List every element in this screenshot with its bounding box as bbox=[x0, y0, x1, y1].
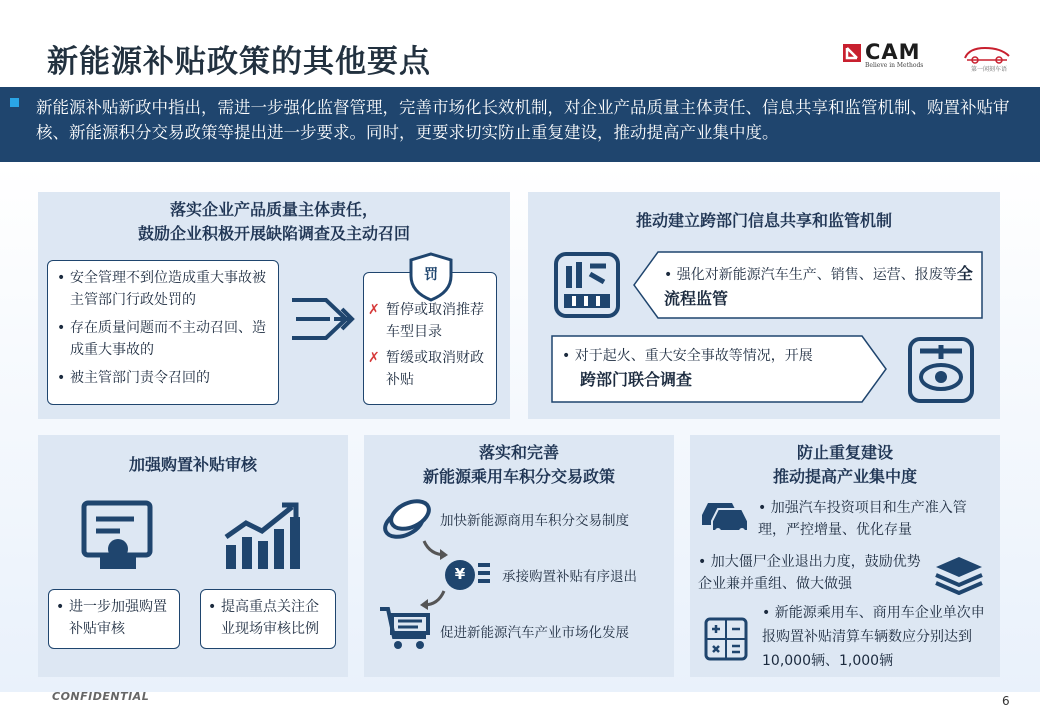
condition-item: • 被主管部门责令召回的 bbox=[56, 367, 270, 389]
panel1-title bbox=[38, 198, 510, 246]
penalty-text: 暂停或取消推荐车型目录 bbox=[386, 302, 484, 340]
panel1-conditions-box bbox=[47, 260, 279, 405]
yen-symbol: ¥ bbox=[454, 565, 466, 583]
logo-car-subtitle: 第一闲刻车语 bbox=[971, 66, 1008, 73]
summary-banner bbox=[0, 87, 1040, 162]
arrow-right-icon bbox=[286, 296, 356, 342]
step-item: 加快新能源商用车积分交易制度 bbox=[440, 513, 629, 529]
cars-icon bbox=[698, 495, 752, 535]
panel4-title-line1: 落实和完善 bbox=[478, 443, 559, 462]
coins-icon bbox=[380, 495, 434, 541]
panel-subsidy-review bbox=[38, 435, 348, 677]
panel2-item2-text: 对于起火、重大安全事故等情况，开展 bbox=[574, 348, 813, 364]
panel5-item: • 加强汽车投资项目和生产准入管理，严控增量、优化存量 bbox=[758, 500, 967, 538]
panel3-item2-box bbox=[200, 589, 336, 649]
panel5-title bbox=[690, 441, 1000, 489]
panel-cross-department bbox=[528, 192, 1000, 419]
panel3-item1-box bbox=[48, 589, 180, 649]
panel5-item: • 加大僵尸企业退出力度，鼓励优势企业兼并重组、做大做强 bbox=[698, 554, 921, 592]
panel2-item1-box bbox=[632, 250, 984, 320]
cam-logo-icon bbox=[843, 44, 861, 62]
panel2-title: 推动建立跨部门信息共享和监管机制 bbox=[635, 211, 892, 230]
step-item: 承接购置补贴有序退出 bbox=[502, 569, 637, 585]
panel2-item2: • 对于起火、重大安全事故等情况，开展 跨部门联合调查 bbox=[562, 344, 862, 392]
panel1-title-line2: 鼓励企业积极开展缺陷调查及主动召回 bbox=[137, 224, 410, 243]
calculator-icon bbox=[704, 617, 748, 661]
penalty-item bbox=[368, 347, 490, 391]
panel2-item1: • 强化对新能源汽车生产、销售、运营、报废等全流程监管 bbox=[664, 264, 973, 308]
penalty-text: 暂缓或取消财政补贴 bbox=[386, 350, 484, 388]
panel5-item: • 新能源乘用车、商用车企业单次申报购置补贴清算车辆数应分别达到10,000辆、1,000辆 bbox=[762, 605, 985, 669]
panel4-title bbox=[364, 441, 674, 489]
panel5-item-text: 加大僵尸企业退出力度，鼓励优势企业兼并重组、做大做强 bbox=[698, 554, 921, 592]
penalty-x-icon: ✗ bbox=[368, 350, 380, 366]
car-logo-icon bbox=[961, 42, 1013, 64]
panel2-item1-text: 强化对新能源汽车生产、销售、运营、报废等 bbox=[676, 267, 957, 283]
logo-cam-text: CAM bbox=[865, 40, 921, 64]
panel3-item1: • 进一步加强购置补贴审核 bbox=[55, 596, 173, 640]
panel3-title: 加强购置补贴审核 bbox=[128, 455, 257, 474]
panel4-title-line2: 新能源乘用车积分交易政策 bbox=[422, 467, 615, 486]
logo-group bbox=[843, 40, 1023, 74]
condition-item: • 存在质量问题而不主动召回、造成重大事故的 bbox=[56, 317, 270, 361]
shopping-cart-icon bbox=[378, 605, 434, 651]
panel3-item2: • 提高重点关注企业现场审核比例 bbox=[207, 596, 329, 640]
panel-quality-responsibility bbox=[38, 192, 510, 419]
panel-credit-trading bbox=[364, 435, 674, 677]
page-number: 6 bbox=[1002, 694, 1010, 708]
banner-bullet-icon bbox=[10, 98, 19, 107]
panel5-item-text: 加强汽车投资项目和生产准入管理，严控增量、优化存量 bbox=[758, 500, 967, 538]
panel2-item1-bold: 全流程监管 bbox=[664, 264, 973, 308]
growth-chart-icon bbox=[222, 501, 306, 573]
panel5-item-text: 新能源乘用车、商用车企业单次申报购置补贴清算车辆数应分别达到10,000辆、1,000辆 bbox=[762, 605, 985, 669]
panel1-title-line1: 落实企业产品质量主体责任， bbox=[169, 200, 378, 219]
panel2-item2-bold: 跨部门联合调查 bbox=[580, 370, 693, 389]
condition-item: • 安全管理不到位造成重大事故被主管部门行政处罚的 bbox=[56, 267, 270, 311]
step-item: 促进新能源汽车产业市场化发展 bbox=[440, 625, 629, 641]
supervision-icon bbox=[554, 252, 620, 318]
panel5-title-line2: 推动提高产业集中度 bbox=[772, 467, 917, 486]
banner-text: 新能源补贴新政中指出，需进一步强化监督管理，完善市场化长效机制，对企业产品质量主体责任、信息共享和监管机制、购置补贴审核、新能源积分交易政策等提出进一步要求。同时，更要求切实防止重复建设，推动提高产业集中度。 bbox=[36, 98, 1010, 142]
page-title: 新能源补贴政策的其他要点 bbox=[47, 44, 431, 80]
penalty-item bbox=[368, 299, 490, 343]
confidential-label: CONFIDENTIAL bbox=[52, 690, 150, 703]
logo-cam-subtitle: Believe in Methods bbox=[865, 62, 924, 69]
layers-icon bbox=[934, 555, 984, 595]
penalty-x-icon: ✗ bbox=[368, 302, 380, 318]
panel-industry-concentration bbox=[690, 435, 1000, 677]
inspection-icon bbox=[908, 337, 974, 403]
panel2-item2-box bbox=[550, 334, 888, 404]
panel5-title-line1: 防止重复建设 bbox=[796, 443, 893, 462]
certificate-icon bbox=[80, 499, 154, 573]
shield-label: 罚 bbox=[424, 267, 438, 283]
